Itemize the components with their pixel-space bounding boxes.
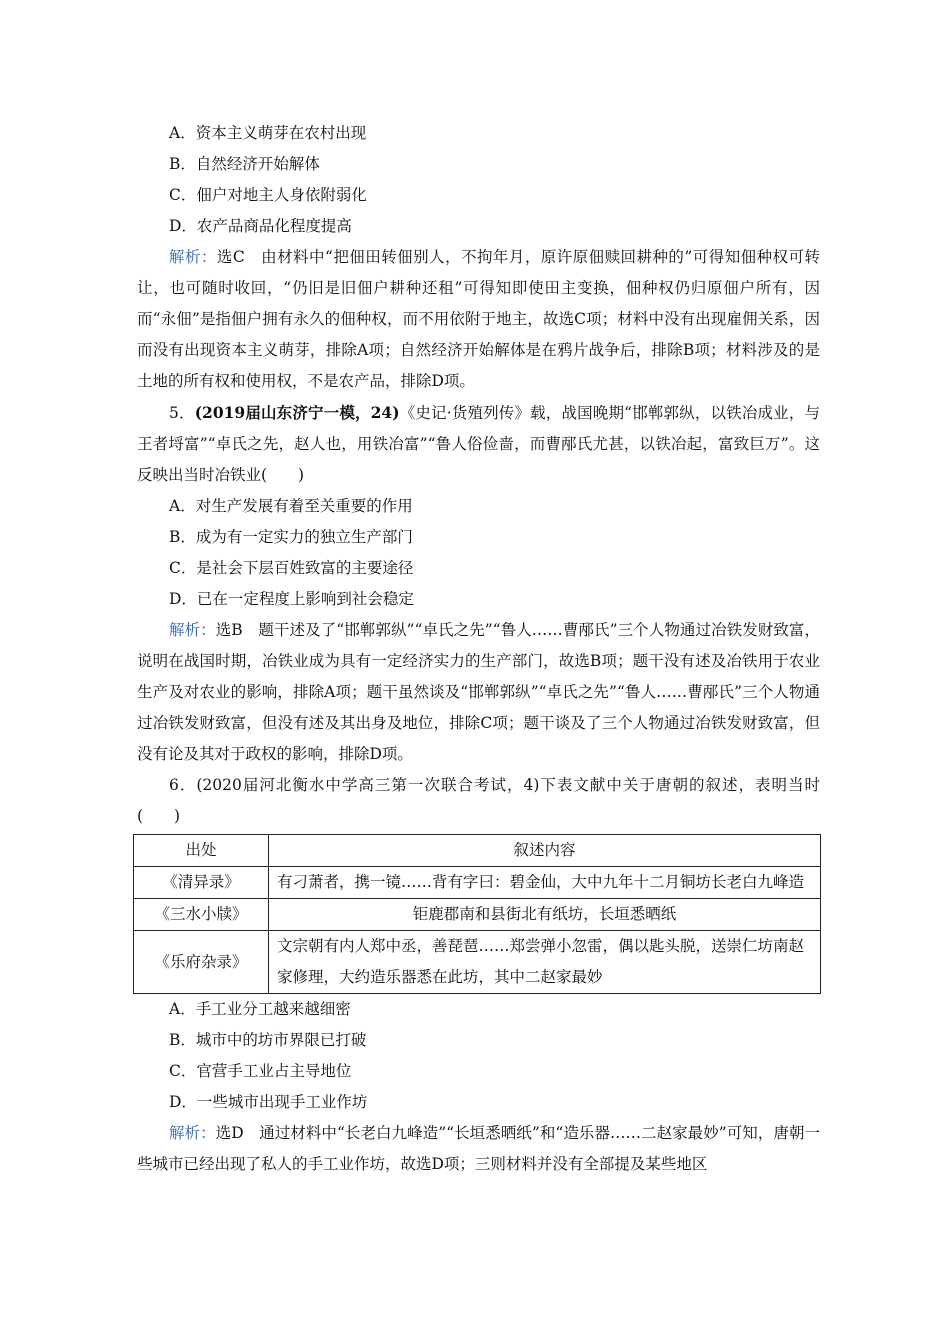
q6-option-c: C．官营手工业占主导地位 <box>169 1062 352 1080</box>
q6-option-b: B．城市中的坊市界限已打破 <box>169 1031 367 1049</box>
q5-option-b: B．成为有一定实力的独立生产部门 <box>169 528 413 546</box>
q4-option-b: B．自然经济开始解体 <box>169 155 320 173</box>
q5-stem <box>137 397 820 491</box>
q6-option-d: D．一些城市出现手工业作坊 <box>169 1093 368 1111</box>
q6-stem <box>137 770 820 832</box>
table-cell-source: 《乐府杂录》 <box>134 931 269 994</box>
q4-option-a: A．资本主义萌芽在农村出现 <box>169 124 367 142</box>
q4-option-d: D．农产品商品化程度提高 <box>169 217 352 235</box>
table-row <box>134 899 821 931</box>
q5-analysis-text: 选B 题干述及了“邯郸郭纵”“卓氏之先”“鲁人……曹邴氏”三个人物通过冶铁发财致富，说明在战国时期，冶铁业成为具有一定经济实力的生产部门，故选B项；题干没有述及冶铁用于农业生产及对农业的影响，排除A项；题干虽然谈及“邯郸郭纵”“卓氏之先”“鲁人……曹邴氏”三个人物通过冶铁发财致富，但没有述及其出身及地位，排除C项；题干谈及了三个人物通过冶铁发财致富，但没有论及其对于政权的影响，排除D项。 <box>137 621 820 763</box>
table-row <box>134 931 821 994</box>
table-row <box>134 867 821 899</box>
q6-analysis-label: 解析： <box>169 1124 216 1142</box>
q6-option-a: A．手工业分工越来越细密 <box>169 1000 351 1018</box>
table-cell-source: 《清异录》 <box>134 867 269 899</box>
table-cell-content: 钜鹿郡南和县街北有纸坊，长垣悉晒纸 <box>269 899 821 931</box>
q4-analysis-text: 选C 由材料中“把佃田转佃别人，不拘年月，原许原佃赎回耕种的”可得知佃种权可转让，也可随时收回，“仍旧是旧佃户耕种还租”可得知即使田主变换，佃种权仍归原佃户所有，因而“永佃”是指佃户拥有永久的佃种权，而不用依附于地主，故选C项；材料中没有出现雇佣关系，因而没有出现资本主义萌芽，排除A项；自然经济开始解体是在鸦片战争后，排除B项；材料涉及的是土地的所有权和使用权，不是农产品，排除D项。 <box>137 248 820 390</box>
q4-analysis <box>137 242 820 397</box>
q5-option-d: D．已在一定程度上影响到社会稳定 <box>169 590 414 608</box>
q6-analysis-text: 选D 通过材料中“长老白九峰造”“长垣悉晒纸”和“造乐器……二赵家最妙”可知，唐朝一些城市已经出现了私人的手工业作坊，故选D项；三则材料并没有全部提及某些地区 <box>137 1124 820 1173</box>
q5-analysis-label: 解析： <box>169 621 216 639</box>
q5-option-c: C．是社会下层百姓致富的主要途径 <box>169 559 414 577</box>
table-cell-source: 《三水小牍》 <box>134 899 269 931</box>
table-header-row <box>134 835 821 867</box>
q5-option-a: A．对生产发展有着至关重要的作用 <box>169 497 413 515</box>
q5-number: 5． <box>169 404 195 422</box>
table-header-content: 叙述内容 <box>269 835 821 867</box>
table-cell-content: 文宗朝有内人郑中丞，善琵琶……郑尝弹小忽雷，偶以匙头脱，送崇仁坊南赵家修理，大约造乐器悉在此坊，其中二赵家最妙 <box>269 931 821 994</box>
q6-source-table <box>133 834 821 994</box>
q5-source: (2019届山东济宁一模，24) <box>194 403 400 422</box>
q4-option-c: C．佃户对地主人身依附弱化 <box>169 186 367 204</box>
q4-analysis-label: 解析： <box>169 248 217 266</box>
q6-number: 6． <box>169 776 197 794</box>
q6-analysis <box>137 1118 820 1180</box>
document-content <box>137 118 820 1180</box>
table-header-source: 出处 <box>134 835 269 867</box>
q6-stem-text: (2020届河北衡水中学高三第一次联合考试，4)下表文献中关于唐朝的叙述，表明当时( ) <box>137 776 820 825</box>
q5-stem-text: 《史记·货殖列传》载，战国晚期“邯郸郭纵，以铁冶成业，与王者埒富”“卓氏之先，赵人也，用铁冶富”“鲁人俗俭啬，而曹邴氏尤甚，以铁冶起，富致巨万”。这反映出当时冶铁业( ) <box>137 404 820 484</box>
q5-analysis <box>137 615 820 770</box>
table-cell-content: 有刁萧者，携一镜……背有字曰：碧金仙，大中九年十二月铜坊长老白九峰造 <box>269 867 821 899</box>
